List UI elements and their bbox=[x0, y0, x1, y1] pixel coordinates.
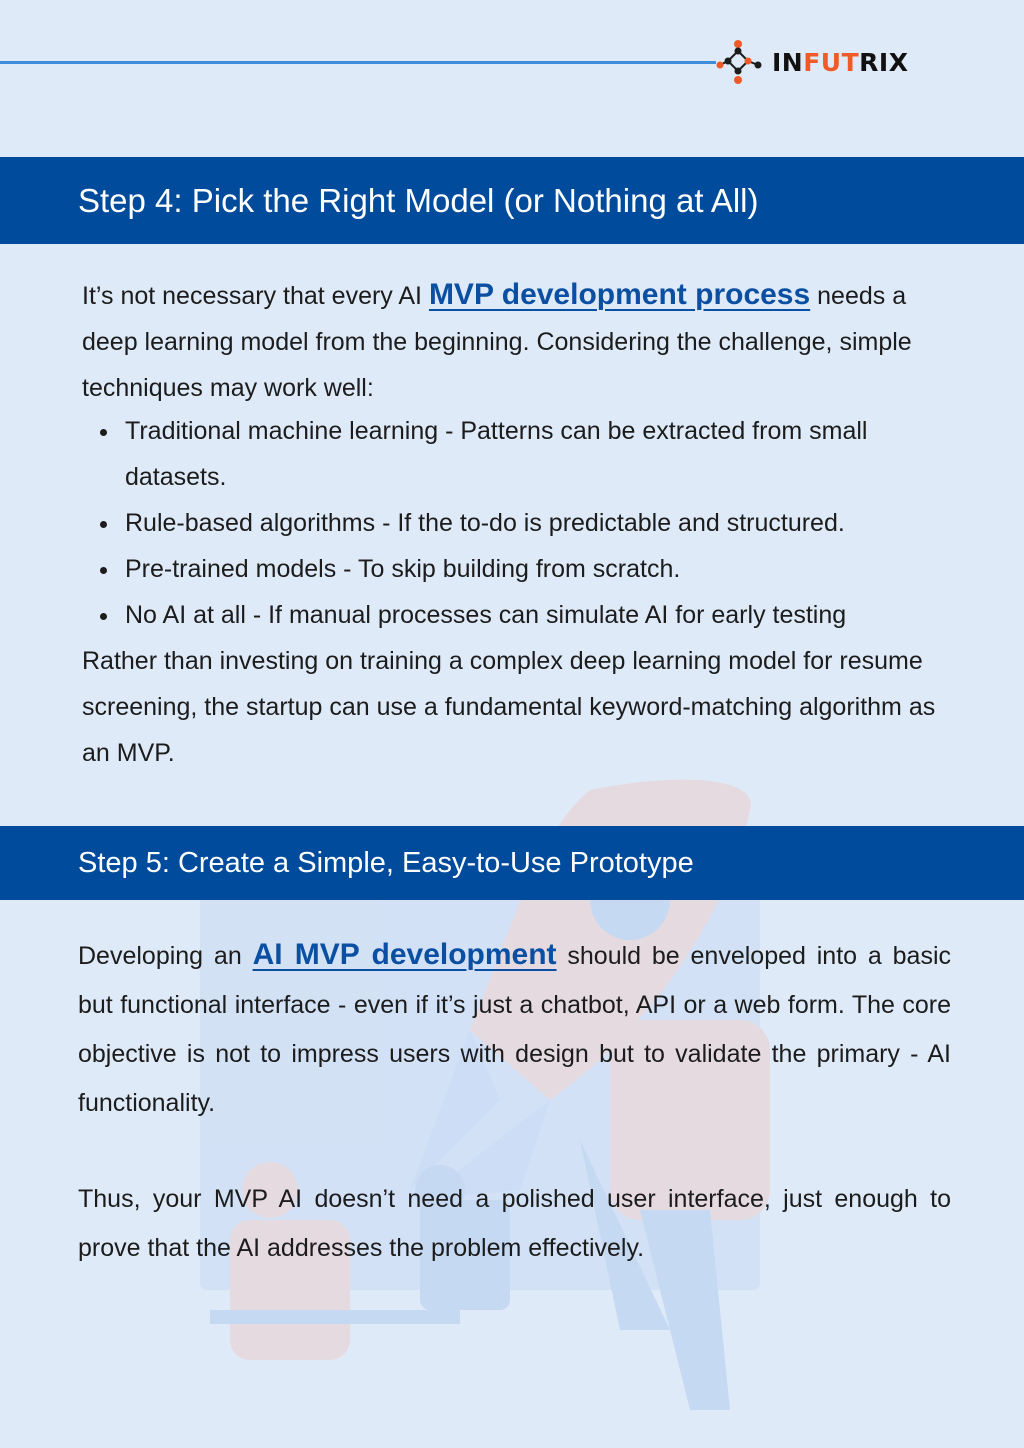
brand-name: INFUTRIX bbox=[772, 47, 909, 77]
list-item: Pre-trained models - To skip building from scratch. bbox=[82, 546, 962, 592]
step4-intro: It’s not necessary that every AI MVP development process needs a deep learning model from the beginning. Considering the challenge, simple techniques may work well: bbox=[82, 278, 912, 402]
step5-title: Step 5: Create a Simple, Easy-to-Use Prototype bbox=[78, 846, 694, 879]
technique-list bbox=[82, 408, 962, 638]
step4-heading-bar bbox=[0, 157, 1024, 244]
ai-mvp-development-link[interactable]: AI MVP development bbox=[252, 938, 557, 971]
list-item: Traditional machine learning - Patterns can be extracted from small datasets. bbox=[82, 408, 962, 500]
step5-paragraph-1: Developing an AI MVP development should be enveloped into a basic but functional interface - even if it’s just a chatbot, API or a web form. The core objective is not to impress users with design but to validate the primary - AI functionality. bbox=[78, 938, 951, 1117]
header-rule bbox=[0, 61, 716, 64]
list-item: No AI at all - If manual processes can simulate AI for early testing bbox=[82, 592, 962, 638]
mvp-development-process-link[interactable]: MVP development process bbox=[428, 278, 811, 311]
brand-logo bbox=[716, 38, 909, 86]
list-item: Rule-based algorithms - If the to-do is predictable and structured. bbox=[82, 500, 962, 546]
network-dots-icon bbox=[716, 39, 762, 85]
step4-title: Step 4: Pick the Right Model (or Nothing at All) bbox=[78, 181, 759, 219]
step4-closing: Rather than investing on training a complex deep learning model for resume screening, the startup can use a fundamental keyword-matching algorithm as an MVP. bbox=[82, 647, 936, 767]
step5-heading-bar bbox=[0, 826, 1024, 900]
step5-paragraph-2: Thus, your MVP AI doesn’t need a polished user interface, just enough to prove that the AI addresses the problem effectively. bbox=[78, 1185, 951, 1262]
